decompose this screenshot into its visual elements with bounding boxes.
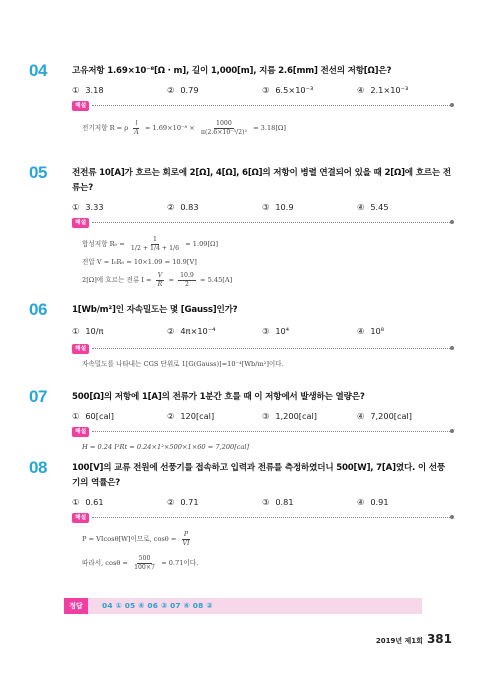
choice-4[interactable]: ④ 7,200[cal] xyxy=(357,411,412,421)
solution: 합성저항 R₀ = $\frac{1}{1/2 + 1/4 + 1/6}$ = 1.09[Ω] 전압 V = I₀R₀ = 10×1.09 = 10.9[V] 2[Ω]에 흐르는 전류 I = $\frac{V}{R}$ = $\frac{10.9}{2}$ = 5.45[A] xyxy=(82,235,233,288)
question-text: 500[Ω]의 저항에 1[A]의 전류가 1분간 흐를 때 이 저항에서 발생하는 열량은? xyxy=(72,392,365,402)
question-text: 100[V]의 교류 전원에 선풍기를 접속하고 입력과 전류를 측정하였더니 500[W], 7[A]였다. 이 선풍기의 역률은? xyxy=(72,463,445,488)
choice-4[interactable]: ④ 0.91 xyxy=(357,497,389,507)
question-text: 고유저항 1.69×10⁻⁸[Ω · m], 길이 1,000[m], 지름 2.6[mm] 전선의 저항[Ω]은? xyxy=(72,66,392,76)
solution: 전기저항 R = ρ $\frac{l}{A}$ = 1.69×10⁻⁸ × $\frac{1000}{\text{π(2.6×10⁻³/2)²}}$ = 3.18[Ω] xyxy=(82,119,286,136)
choice-3[interactable]: ③ 10⁴ xyxy=(262,326,290,336)
answer-key-bar xyxy=(69,598,422,614)
fraction: $\frac{P}{VI}$ xyxy=(182,530,190,547)
question-number: 04 xyxy=(29,61,47,80)
choice-4[interactable]: ④ 5.45 xyxy=(357,202,389,212)
question-06 xyxy=(29,300,452,371)
choice-2[interactable]: ② 4π×10⁻⁴ xyxy=(167,326,216,336)
solution: H = 0.24 I²Rt = 0.24×1²×500×1×60 = 7,200[cal] xyxy=(82,443,250,451)
question-07 xyxy=(29,387,452,454)
question-text: 전전류 10[A]가 흐르는 회로에 2[Ω], 4[Ω], 6[Ω]의 저항이 병렬 연결되어 있을 때 2[Ω]에 흐르는 전류는? xyxy=(72,168,451,193)
choice-4[interactable]: ④ 10⁸ xyxy=(357,326,385,336)
choice-1[interactable]: ① 3.33 xyxy=(72,202,104,212)
dotted-divider xyxy=(92,348,452,349)
dotted-divider xyxy=(92,222,452,223)
question-04 xyxy=(29,61,452,141)
choice-1[interactable]: ① 10/π xyxy=(72,326,104,336)
solution-badge: 해설 xyxy=(72,513,89,523)
question-05 xyxy=(29,163,452,291)
question-number: 07 xyxy=(29,387,47,406)
solution-badge: 해설 xyxy=(72,218,89,228)
solution-header xyxy=(72,344,452,354)
answer-key-text: 04 ① 05 ④ 06 ③ 07 ④ 08 ② xyxy=(102,601,213,610)
choice-2[interactable]: ② 0.79 xyxy=(167,85,199,95)
choices xyxy=(72,85,452,95)
choices xyxy=(72,326,452,336)
choice-1[interactable]: ① 3.18 xyxy=(72,85,104,95)
choice-3[interactable]: ③ 6.5×10⁻³ xyxy=(262,85,314,95)
question-number: 06 xyxy=(29,300,47,319)
fraction: $\frac{V}{R}$ xyxy=(157,271,163,288)
dotted-divider xyxy=(92,517,452,518)
solution-badge: 해설 xyxy=(72,344,89,354)
choice-3[interactable]: ③ 10.9 xyxy=(262,202,294,212)
choices xyxy=(72,411,452,421)
choice-3[interactable]: ③ 1,200[cal] xyxy=(262,411,317,421)
solution: P = VIcosθ[W]이므로, cosθ = $\frac{P}{VI}$ 따라서, cosθ = $\frac{500}{100\times 7}$ = 0.71이다. xyxy=(82,530,199,571)
solution-header xyxy=(72,427,452,437)
choice-4[interactable]: ④ 2.1×10⁻³ xyxy=(357,85,409,95)
exam-round: 2019년 제1회 xyxy=(375,637,423,645)
choice-2[interactable]: ② 0.83 xyxy=(167,202,199,212)
fraction: $\frac{10.9}{2}$ xyxy=(180,271,194,288)
question-number: 05 xyxy=(29,163,47,182)
page-footer xyxy=(376,632,452,646)
choices xyxy=(72,497,452,507)
solution-badge: 해설 xyxy=(72,427,89,437)
choice-2[interactable]: ② 0.71 xyxy=(167,497,199,507)
page-number: 381 xyxy=(426,632,452,646)
choice-2[interactable]: ② 120[cal] xyxy=(167,411,215,421)
fraction: $\frac{1}{1/2 + 1/4 + 1/6}$ xyxy=(130,235,180,252)
dotted-divider xyxy=(92,431,452,432)
answer-key-label: 정답 xyxy=(64,598,88,614)
solution-header xyxy=(72,101,452,111)
question-text: 1[Wb/m²]인 자속밀도는 몇 [Gauss]인가? xyxy=(72,305,238,315)
question-08 xyxy=(29,458,452,575)
solution-badge: 해설 xyxy=(72,101,89,111)
fraction: $\frac{500}{100\times 7}$ xyxy=(134,554,155,571)
choice-1[interactable]: ① 60[cal] xyxy=(72,411,114,421)
solution-header xyxy=(72,218,452,228)
fraction: $\frac{l}{A}$ xyxy=(134,119,139,136)
solution-header xyxy=(72,513,452,523)
question-number: 08 xyxy=(29,458,47,477)
choice-1[interactable]: ① 0.61 xyxy=(72,497,104,507)
dotted-divider xyxy=(92,105,452,106)
choices xyxy=(72,202,452,212)
fraction: $\frac{1000}{\text{π(2.6×10⁻³/2)²}}$ xyxy=(200,119,247,136)
choice-3[interactable]: ③ 0.81 xyxy=(262,497,294,507)
solution: 자속밀도를 나타내는 CGS 단위로 1[G(Gauss)]=10⁻⁴[Wb/m²]이다. xyxy=(82,360,284,368)
